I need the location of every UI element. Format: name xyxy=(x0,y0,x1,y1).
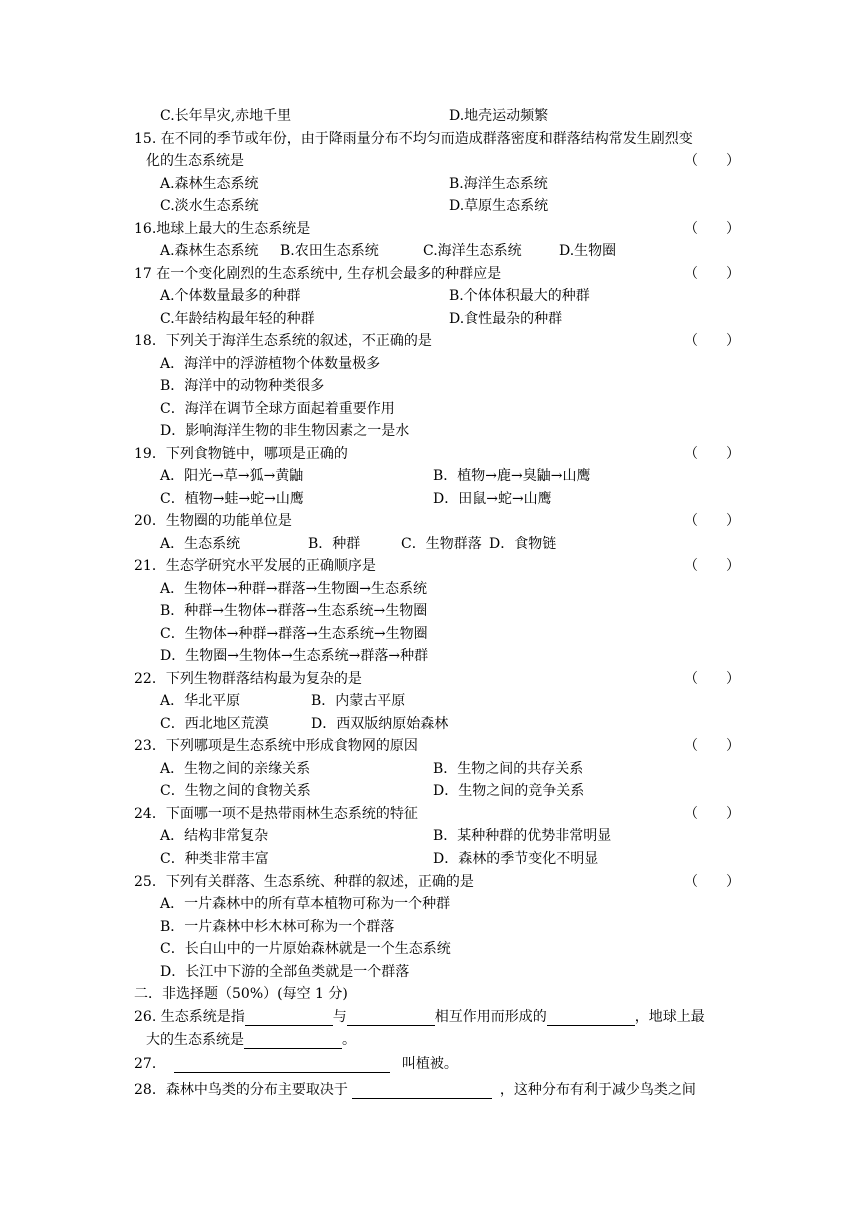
q26-line1 xyxy=(134,1008,705,1026)
q25-option-a: A．一片森林中的所有草本植物可称为一个种群 xyxy=(160,896,451,912)
q17-option-c: C.年龄结构最年轻的种群 xyxy=(160,311,315,327)
q20-option-c: C．生物群落 xyxy=(401,536,482,552)
q24-option-a: A．结构非常复杂 xyxy=(160,828,269,844)
q22-answer-paren: （ ） xyxy=(684,671,740,687)
q28-line xyxy=(134,1081,696,1099)
q18-option-a: A．海洋中的浮游植物个体数量极多 xyxy=(160,356,381,372)
q19-option-c: C．植物→蛙→蛇→山鹰 xyxy=(160,491,304,507)
q20-stem: 20．生物圈的功能单位是 xyxy=(134,513,292,529)
q26-blank-3[interactable] xyxy=(547,1011,635,1026)
q27-line xyxy=(134,1055,458,1073)
q25-option-d: D．长江中下游的全部鱼类就是一个群落 xyxy=(160,964,410,980)
q26-text-3: 相互作用而形成的 xyxy=(434,1009,547,1025)
q23-option-c: C．生物之间的食物关系 xyxy=(160,783,311,799)
q23-option-d: D．生物之间的竞争关系 xyxy=(433,783,585,799)
q25-option-b: B．一片森林中杉木林可称为一个群落 xyxy=(160,919,395,935)
q21-stem: 21．生态学研究水平发展的正确顺序是 xyxy=(134,558,376,574)
q15-answer-paren: （ ） xyxy=(684,153,740,169)
q22-option-d: D．西双版纳原始森林 xyxy=(311,716,449,732)
q23-answer-paren: （ ） xyxy=(684,738,740,754)
q26-text-4: ，地球上最 xyxy=(634,1009,705,1025)
q20-option-a: A．生态系统 xyxy=(160,536,241,552)
q21-answer-paren: （ ） xyxy=(684,558,740,574)
q24-answer-paren: （ ） xyxy=(684,806,740,822)
q27-blank[interactable] xyxy=(174,1058,390,1073)
q22-option-a: A．华北平原 xyxy=(160,693,241,709)
q25-option-c: C．长白山中的一片原始森林就是一个生态系统 xyxy=(160,941,451,957)
q21-option-d: D．生物圈→生物体→生态系统→群落→种群 xyxy=(160,648,429,664)
q16-option-a: A.森林生态系统 xyxy=(160,243,259,259)
q15-option-c: C.淡水生态系统 xyxy=(160,198,259,214)
q20-option-d: D．食物链 xyxy=(489,536,557,552)
q28-text-1: 28．森林中鸟类的分布主要取决于 xyxy=(134,1082,348,1098)
q20-option-b: B．种群 xyxy=(308,536,361,552)
q25-stem: 25．下列有关群落、生态系统、种群的叙述，正确的是 xyxy=(134,874,474,890)
q15-option-a: A.森林生态系统 xyxy=(160,176,259,192)
q26-text-1: 26. 生态系统是指 xyxy=(134,1009,245,1025)
q15-stem-cont: 化的生态系统是 xyxy=(146,153,244,169)
q15-option-b: B.海洋生态系统 xyxy=(449,176,548,192)
q22-option-b: B．内蒙古平原 xyxy=(311,693,406,709)
section-heading: 二．非选择题（50%）(每空 1 分) xyxy=(134,986,348,1002)
q21-option-c: C．生物体→种群→群落→生态系统→生物圈 xyxy=(160,626,428,642)
q14-option-c: C.长年旱灾,赤地千里 xyxy=(160,108,292,124)
q15-option-d: D.草原生态系统 xyxy=(449,198,549,214)
q26-blank-2[interactable] xyxy=(347,1011,435,1026)
q14-option-d: D.地壳运动频繁 xyxy=(449,108,549,124)
q19-option-b: B．植物→鹿→臭鼬→山鹰 xyxy=(433,468,591,484)
q24-stem: 24．下面哪一项不是热带雨林生态系统的特征 xyxy=(134,806,418,822)
q22-stem: 22．下列生物群落结构最为复杂的是 xyxy=(134,671,362,687)
q17-option-d: D.食性最杂的种群 xyxy=(449,311,563,327)
q18-stem: 18．下列关于海洋生态系统的叙述，不正确的是 xyxy=(134,333,432,349)
q16-stem: 16.地球上最大的生态系统是 xyxy=(134,221,311,237)
q24-option-c: C．种类非常丰富 xyxy=(160,851,269,867)
q27-number: 27． xyxy=(134,1056,166,1072)
q17-answer-paren: （ ） xyxy=(684,266,740,282)
q23-stem: 23．下列哪项是生态系统中形成食物网的原因 xyxy=(134,738,418,754)
q16-option-d: D.生物圈 xyxy=(559,243,617,259)
q25-answer-paren: （ ） xyxy=(684,874,740,890)
q19-option-d: D．田鼠→蛇→山鹰 xyxy=(433,491,552,507)
q24-option-d: D．森林的季节变化不明显 xyxy=(433,851,599,867)
q19-option-a: A．阳光→草→狐→黄鼬 xyxy=(160,468,304,484)
q18-option-b: B．海洋中的动物种类很多 xyxy=(160,378,325,394)
q21-option-b: B．种群→生物体→群落→生态系统→生物圈 xyxy=(160,603,428,619)
q26-blank-4[interactable] xyxy=(244,1034,342,1049)
q16-option-c: C.海洋生态系统 xyxy=(423,243,522,259)
q23-option-a: A．生物之间的亲缘关系 xyxy=(160,761,311,777)
q28-blank[interactable] xyxy=(352,1084,492,1099)
q26-blank-1[interactable] xyxy=(245,1011,333,1026)
q26-text-6: 。 xyxy=(342,1032,356,1048)
q19-stem: 19．下列食物链中，哪项是正确的 xyxy=(134,446,348,462)
q17-option-a: A.个体数量最多的种群 xyxy=(160,288,301,304)
q16-option-b: B.农田生态系统 xyxy=(280,243,379,259)
q21-option-a: A．生物体→种群→群落→生物圈→生态系统 xyxy=(160,581,428,597)
q15-stem: 15. 在不同的季节或年份，由于降雨量分布不均匀而造成群落密度和群落结构常发生剧烈变 xyxy=(134,131,693,147)
q18-option-d: D．影响海洋生物的非生物因素之一是水 xyxy=(160,423,410,439)
q19-answer-paren: （ ） xyxy=(684,446,740,462)
q18-option-c: C．海洋在调节全球方面起着重要作用 xyxy=(160,401,395,417)
q18-answer-paren: （ ） xyxy=(684,333,740,349)
q26-text-5: 大的生态系统是 xyxy=(146,1032,244,1048)
q16-answer-paren: （ ） xyxy=(684,221,740,237)
q22-option-c: C．西北地区荒漠 xyxy=(160,716,269,732)
q28-text-2: ，这种分布有利于减少鸟类之间 xyxy=(499,1082,696,1098)
q26-line2 xyxy=(146,1031,356,1049)
q17-option-b: B.个体体积最大的种群 xyxy=(449,288,590,304)
q26-text-2: 与 xyxy=(332,1009,347,1025)
q27-text: 叫植被。 xyxy=(401,1056,458,1072)
q17-stem: 17 在一个变化剧烈的生态系统中, 生存机会最多的种群应是 xyxy=(134,266,502,282)
q24-option-b: B．某种种群的优势非常明显 xyxy=(433,828,612,844)
q23-option-b: B．生物之间的共存关系 xyxy=(433,761,584,777)
q20-answer-paren: （ ） xyxy=(684,513,740,529)
